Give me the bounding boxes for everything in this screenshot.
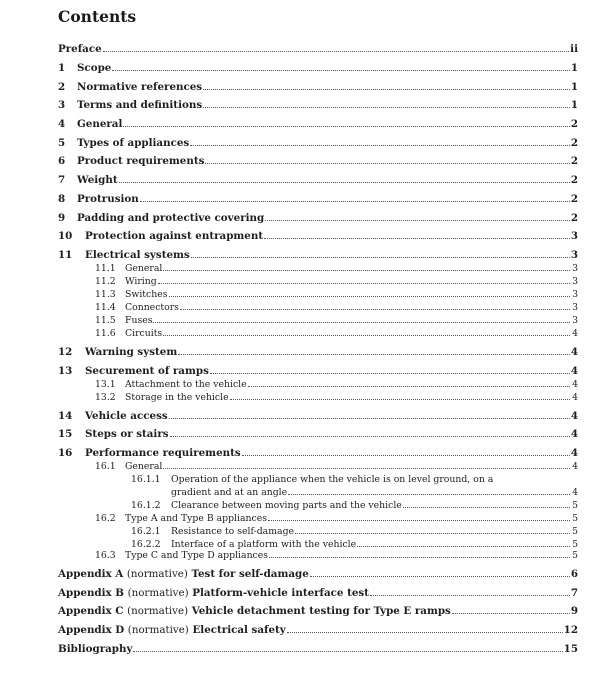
dot-leader: [310, 576, 570, 577]
toc-entry-page: 4: [572, 461, 578, 472]
toc-entry-appendix-label: Appendix D: [58, 624, 125, 636]
dot-leader: [178, 354, 570, 355]
toc-entry-number: 16.1.2: [131, 500, 161, 511]
toc-entry-title: Vehicle access: [85, 410, 168, 422]
toc-subentry-fuses[interactable]: [95, 314, 578, 327]
dot-leader: [170, 436, 570, 437]
toc-entry-page: 3: [572, 302, 578, 313]
toc-entry-preface[interactable]: [58, 43, 578, 56]
toc-entry-general[interactable]: [58, 118, 578, 131]
toc-entry-number: 16.3: [95, 550, 116, 561]
dot-leader: [163, 468, 570, 469]
toc-entry-title: Type A and Type B appliances: [125, 513, 268, 524]
toc-entry-page: 4: [570, 346, 578, 358]
toc-entry-vehicle-access[interactable]: [58, 410, 578, 423]
toc-entry-title: Steps or stairs: [85, 428, 169, 440]
toc-entry-page: 2: [570, 193, 578, 205]
dot-leader: [169, 418, 570, 419]
toc-entry-number: 3: [58, 99, 66, 111]
toc-subentry-circuits[interactable]: [95, 327, 578, 340]
toc-entry-title: General: [125, 263, 163, 274]
toc-entry-page: 5: [572, 513, 578, 524]
toc-entry-title: General: [77, 118, 123, 130]
toc-entry-page: 5: [572, 539, 578, 550]
toc-entry-page: 2: [570, 212, 578, 224]
toc-entry-number: 13: [58, 365, 73, 377]
dot-leader: [265, 220, 570, 221]
toc-entry-qualifier: (normative): [127, 605, 189, 617]
toc-entry-appendix-b[interactable]: [58, 587, 578, 600]
dot-leader: [163, 335, 570, 336]
toc-entry-number: 12: [58, 346, 73, 358]
dot-leader: [452, 613, 570, 614]
toc-entry-title: Clearance between moving parts and the vehicle: [171, 500, 402, 511]
toc-entry-securement-of-ramps[interactable]: [58, 365, 578, 378]
toc-entry-number: 4: [58, 118, 66, 130]
toc-entry-title: Resistance to self-damage: [171, 526, 295, 537]
dot-leader: [123, 126, 569, 127]
dot-leader: [205, 163, 569, 164]
toc-entry-page: 4: [572, 392, 578, 403]
toc-entry-title: Circuits: [125, 328, 163, 339]
toc-entry-number: 13.2: [95, 392, 116, 403]
toc-entry-title-continued: gradient and at an angle: [171, 487, 288, 498]
toc-entry-title: Attachment to the vehicle: [125, 379, 247, 390]
toc-subentry-wiring[interactable]: [95, 275, 578, 288]
dot-leader: [230, 399, 570, 400]
toc-entry-number: 11: [58, 249, 73, 261]
toc-entry-title: Wiring: [125, 276, 157, 287]
toc-entry-types-of-appliances[interactable]: [58, 137, 578, 150]
toc-entry-title: Warning system: [85, 346, 178, 358]
toc-entry-number: 1: [58, 62, 66, 74]
toc-entry-performance-requirements[interactable]: [58, 447, 578, 460]
dot-leader: [163, 270, 570, 271]
toc-subentry-connectors[interactable]: [95, 301, 578, 314]
toc-entry-number: 7: [58, 174, 66, 186]
toc-entry-page: 5: [572, 526, 578, 537]
dot-leader: [169, 296, 570, 297]
toc-entry-number: 11.4: [95, 302, 116, 313]
dot-leader: [287, 632, 563, 633]
toc-entry-page: 2: [570, 174, 578, 186]
toc-subentry-performance-general[interactable]: [95, 460, 578, 473]
toc-entry-title: Padding and protective covering: [77, 212, 265, 224]
toc-entry-appendix-c[interactable]: [58, 605, 578, 618]
toc-entry-page: 15: [563, 643, 578, 655]
toc-entry-page: 1: [570, 81, 578, 93]
dot-leader: [140, 201, 570, 202]
dot-leader: [210, 373, 570, 374]
toc-entry-appendix-label: Appendix B: [58, 587, 124, 599]
toc-entry-page: 7: [570, 587, 578, 599]
toc-entry-appendix-a[interactable]: [58, 568, 578, 581]
toc-entry-page: 12: [563, 624, 578, 636]
toc-entry-number: 16: [58, 447, 73, 459]
toc-entry-number: 16.2.2: [131, 539, 161, 550]
toc-entry-number: 16.2: [95, 513, 116, 524]
dot-leader: [370, 595, 570, 596]
dot-leader: [119, 182, 570, 183]
toc-subsubentry-operation-continued[interactable]: [171, 486, 578, 499]
toc-entry-page: 2: [570, 137, 578, 149]
toc-subentry-general[interactable]: [95, 262, 578, 275]
dot-leader: [191, 257, 570, 258]
toc-subentry-attachment[interactable]: [95, 378, 578, 391]
toc-entry-title: Terms and definitions: [77, 99, 203, 111]
toc-entry-number: 16.1.1: [131, 474, 161, 485]
toc-entry-page: ii: [570, 43, 578, 55]
dot-leader: [180, 309, 570, 310]
toc-entry-title: Protection against entrapment: [85, 230, 264, 242]
toc-subentry-type-a-b[interactable]: [95, 512, 578, 525]
toc-entry-page: 4: [572, 487, 578, 498]
toc-entry-page: 4: [572, 379, 578, 390]
toc-entry-number: 16.1: [95, 461, 116, 472]
dot-leader: [269, 557, 570, 558]
dot-leader: [153, 322, 570, 323]
dot-leader: [103, 51, 570, 52]
toc-entry-normative-references[interactable]: [58, 81, 578, 94]
toc-entry-title: Electrical safety: [192, 624, 286, 636]
toc-entry-number: 15: [58, 428, 73, 440]
toc-entry-number: 8: [58, 193, 66, 205]
toc-entry-title: Connectors: [125, 302, 179, 313]
toc-entry-scope[interactable]: [58, 62, 578, 75]
toc-entry-title: Operation of the appliance when the vehicle is on level ground, on a: [171, 474, 494, 485]
toc-entry-number: 11.2: [95, 276, 116, 287]
toc-entry-title: Protrusion: [77, 193, 139, 205]
dot-leader: [203, 107, 570, 108]
toc-entry-title: Electrical systems: [85, 249, 190, 261]
toc-entry-title: Bibliography: [58, 643, 133, 655]
toc-entry-appendix-label: Appendix C: [58, 605, 124, 617]
toc-entry-page: 3: [570, 230, 578, 242]
toc-entry-number: 11.1: [95, 263, 116, 274]
toc-entry-page: 9: [570, 605, 578, 617]
toc-entry-electrical-systems[interactable]: [58, 249, 578, 262]
toc-entry-bibliography[interactable]: [58, 643, 578, 656]
toc-entry-qualifier: (normative): [126, 568, 188, 580]
toc-entry-title: Vehicle detachment testing for Type E ramps: [191, 605, 451, 617]
toc-entry-terms-and-definitions[interactable]: [58, 99, 578, 112]
toc-subentry-storage[interactable]: [95, 391, 578, 404]
toc-entry-number: 14: [58, 410, 73, 422]
toc-entry-title: General: [125, 461, 163, 472]
toc-entry-page: 5: [572, 550, 578, 561]
toc-entry-page: 3: [572, 276, 578, 287]
toc-entry-appendix-d[interactable]: [58, 624, 578, 637]
toc-subentry-switches[interactable]: [95, 288, 578, 301]
dot-leader: [264, 238, 570, 239]
dot-leader: [248, 386, 570, 387]
toc-entry-title: Fuses: [125, 315, 153, 326]
dot-leader: [203, 89, 570, 90]
toc-entry-page: 4: [570, 447, 578, 459]
toc-entry-title: Platform-vehicle interface test: [192, 587, 369, 599]
toc-entry-number: 11.6: [95, 328, 116, 339]
dot-leader: [190, 145, 570, 146]
toc-entry-entrapment[interactable]: [58, 230, 578, 243]
toc-entry-page: 2: [570, 118, 578, 130]
dot-leader: [112, 70, 570, 71]
toc-entry-number: 13.1: [95, 379, 116, 390]
toc-entry-page: 1: [570, 99, 578, 111]
dot-leader: [133, 651, 562, 652]
toc-entry-number: 2: [58, 81, 66, 93]
toc-entry-number: 6: [58, 155, 66, 167]
toc-entry-title: Storage in the vehicle: [125, 392, 229, 403]
toc-entry-number: 11.3: [95, 289, 116, 300]
toc-entry-warning-system[interactable]: [58, 346, 578, 359]
dot-leader: [242, 455, 570, 456]
toc-entry-number: 16.2.1: [131, 526, 161, 537]
toc-entry-page: 6: [570, 568, 578, 580]
toc-entry-title: Preface: [58, 43, 102, 55]
dot-leader: [403, 507, 570, 508]
toc-entry-page: 4: [570, 365, 578, 377]
toc-entry-title: Securement of ramps: [85, 365, 209, 377]
dot-leader: [288, 494, 570, 495]
toc-entry-title: Type C and Type D appliances: [125, 550, 269, 561]
toc-entry-weight[interactable]: [58, 174, 578, 187]
dot-leader: [357, 546, 570, 547]
toc-subsubentry-clearance[interactable]: [131, 499, 578, 512]
toc-entry-qualifier: (normative): [127, 624, 189, 636]
toc-entry-title: Product requirements: [77, 155, 205, 167]
toc-entry-title: Interface of a platform with the vehicle: [171, 539, 357, 550]
toc-entry-page: 4: [570, 428, 578, 440]
toc-entry-page: 3: [572, 315, 578, 326]
toc-entry-number: 9: [58, 212, 66, 224]
toc-entry-appendix-label: Appendix A: [58, 568, 124, 580]
toc-entry-page: 3: [572, 263, 578, 274]
toc-entry-page: 1: [570, 62, 578, 74]
dot-leader: [295, 533, 570, 534]
toc-entry-title: Switches: [125, 289, 168, 300]
dot-leader: [268, 520, 570, 521]
toc-entry-steps-or-stairs[interactable]: [58, 428, 578, 441]
toc-entry-title: Types of appliances: [77, 137, 190, 149]
toc-entry-page: 5: [572, 500, 578, 511]
toc-entry-title: Scope: [77, 62, 112, 74]
toc-entry-title: Performance requirements: [85, 447, 241, 459]
toc-entry-title: Weight: [77, 174, 118, 186]
toc-entry-protrusion[interactable]: [58, 193, 578, 206]
toc-entry-page: 3: [570, 249, 578, 261]
toc-entry-page: 3: [572, 289, 578, 300]
page-title: Contents: [58, 7, 137, 26]
toc-subentry-type-c-d[interactable]: [95, 549, 578, 562]
toc-entry-qualifier: (normative): [127, 587, 189, 599]
toc-entry-title: Test for self-damage: [191, 568, 309, 580]
toc-entry-page: 2: [570, 155, 578, 167]
toc-entry-title: Normative references: [77, 81, 203, 93]
dot-leader: [158, 283, 570, 284]
toc-entry-page: 4: [570, 410, 578, 422]
toc-entry-padding[interactable]: [58, 212, 578, 225]
toc-entry-number: 11.5: [95, 315, 116, 326]
toc-entry-number: 5: [58, 137, 66, 149]
toc-subsubentry-operation[interactable]: [131, 473, 578, 486]
toc-entry-page: 4: [572, 328, 578, 339]
toc-subsubentry-self-damage[interactable]: [131, 525, 578, 538]
toc-entry-number: 10: [58, 230, 73, 242]
toc-entry-product-requirements[interactable]: [58, 155, 578, 168]
